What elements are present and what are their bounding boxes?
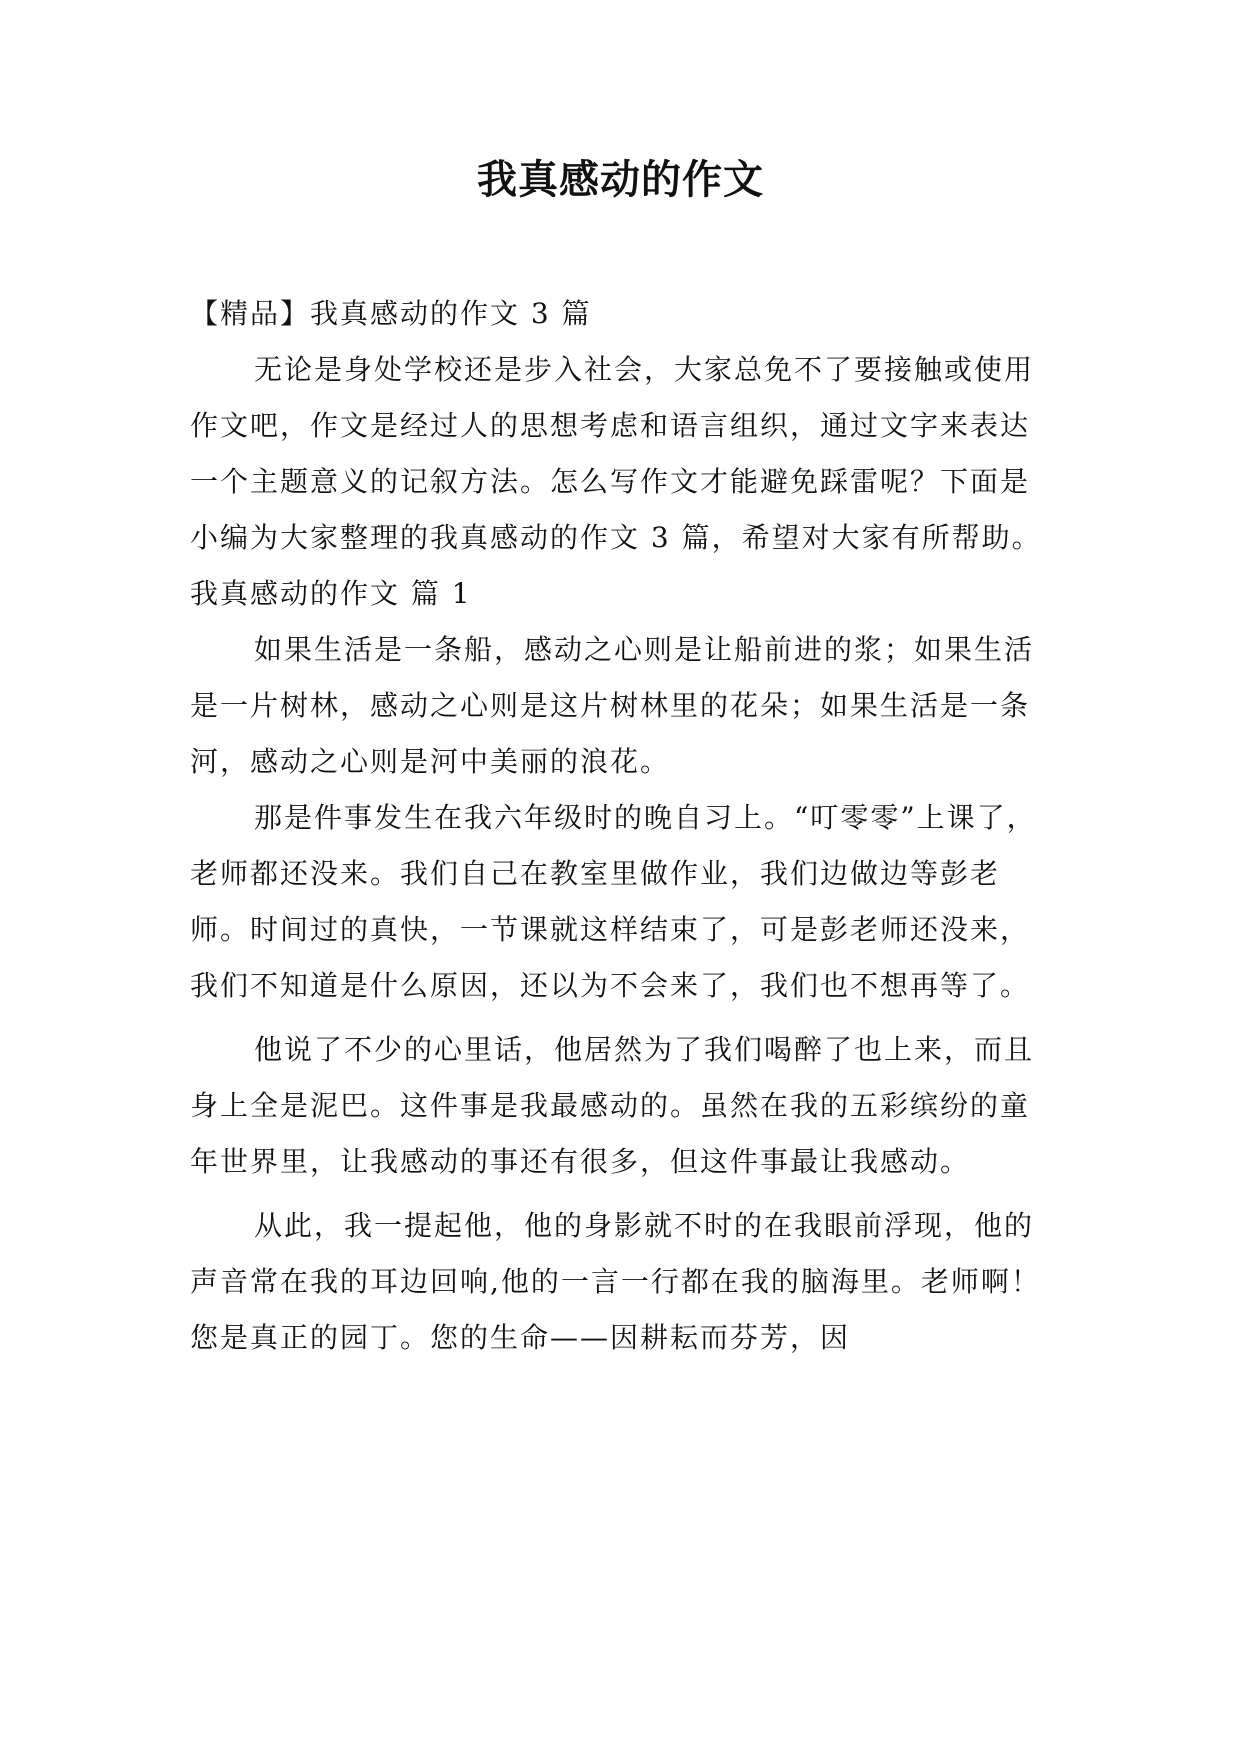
body-paragraph-3: 他说了不少的心里话，他居然为了我们喝醉了也上来，而且身上全是泥巴。这件事是我最感动的。虽然在我的五彩缤纷的童年世界里，让我感动的事还有很多，但这件事最让我感动。 [190, 1033, 1035, 1178]
body-paragraph-4: 从此，我一提起他，他的身影就不时的在我眼前浮现，他的声音常在我的耳边回响,他的一言一行都在我的脑海里。老师啊！您是真正的园丁。您的生命——因耕耘而芬芳，因 [190, 1209, 1041, 1354]
document-subtitle: 【精品】我真感动的作文 3 篇 [190, 297, 592, 330]
body-paragraph-2: 那是件事发生在我六年级时的晚自习上。“叮零零”上课了，老师都还没来。我们自己在教室里做作业，我们边做边等彭老师。时间过的真快，一节课就这样结束了，可是彭老师还没来，我们不知道是什么原因，还以为不会来了，我们也不想再等了。 [190, 801, 1037, 1002]
body-paragraph-1: 如果生活是一条船，感动之心则是让船前进的浆；如果生活是一片树林，感动之心则是这片树林里的花朵；如果生活是一条河，感动之心则是河中美丽的浪花。 [190, 633, 1035, 778]
document-body [190, 286, 1052, 1366]
document-title: 我真感动的作文 [477, 156, 764, 203]
section-heading: 我真感动的作文 篇 1 [190, 577, 472, 610]
intro-paragraph: 无论是身处学校还是步入社会，大家总免不了要接触或使用作文吧，作文是经过人的思想考虑和语言组织，通过文字来表达一个主题意义的记叙方法。怎么写作文才能避免踩雷呢？下面是小编为大家整理的我真感动的作文 3 篇，希望对大家有所帮助。 [190, 353, 1042, 554]
